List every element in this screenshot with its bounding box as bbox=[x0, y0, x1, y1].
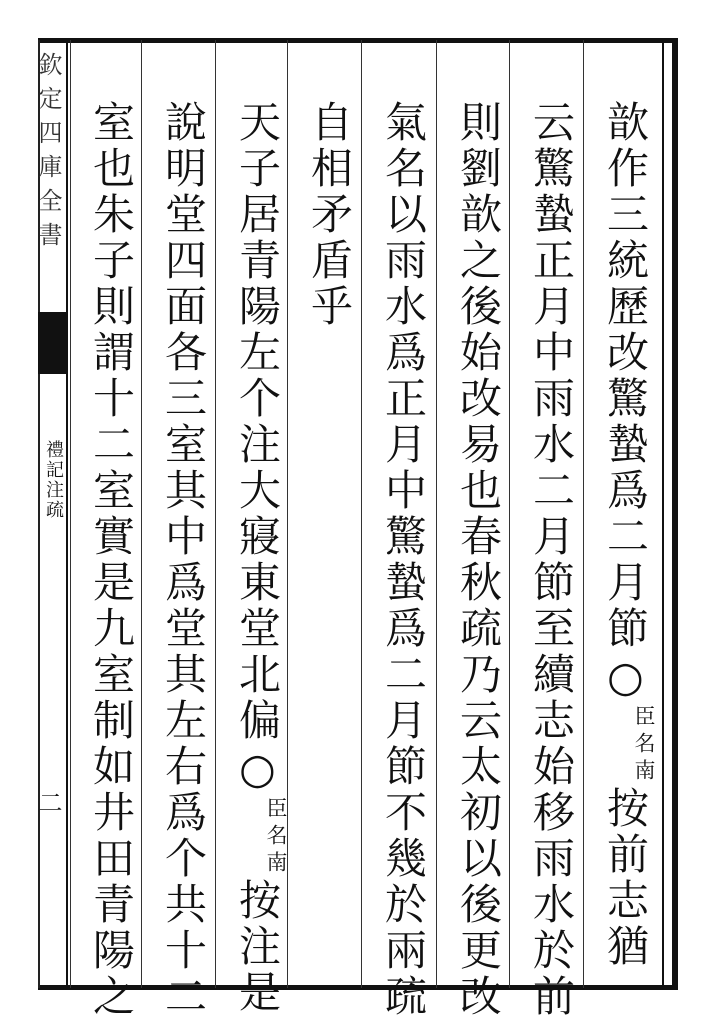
frame-top-border bbox=[38, 38, 678, 43]
edge-title: 欽定四庫全書 bbox=[34, 52, 62, 256]
column-rule bbox=[361, 40, 362, 988]
column-rule bbox=[215, 40, 216, 988]
column-text: 天子居青陽左个注大寢東堂北偏 bbox=[233, 100, 282, 744]
column-text: 云驚蟄正月中雨水二月節至續志始移雨水於前 bbox=[527, 100, 576, 1020]
column-text: 氣名以雨水爲正月中驚蟄爲二月節不幾於兩疏 bbox=[379, 100, 428, 1020]
page-number: 二 bbox=[34, 790, 62, 814]
section-circle-mark: ○ bbox=[233, 744, 282, 797]
column-text: 說明堂四面各三室其中爲堂其左右爲个共十二 bbox=[159, 100, 208, 1020]
column-text: 則劉歆之後始改易也春秋疏乃云太初以後更改 bbox=[454, 100, 503, 1020]
section-title: 禮記注疏 bbox=[43, 440, 64, 520]
column-text: 按前志猶 bbox=[601, 786, 650, 970]
frame-right-border bbox=[672, 38, 678, 990]
text-column-6 bbox=[226, 100, 288, 1016]
text-column-2 bbox=[520, 100, 582, 1020]
frame-right-inner-border bbox=[662, 40, 664, 988]
annotator-note: 臣名南 bbox=[264, 797, 288, 878]
column-text: 歆作三統歷改驚蟄爲二月節 bbox=[601, 100, 650, 652]
column-rule bbox=[436, 40, 437, 988]
text-column-1 bbox=[594, 100, 656, 980]
column-rule bbox=[509, 40, 510, 988]
text-column-3 bbox=[447, 100, 509, 1020]
text-column-7 bbox=[152, 100, 214, 1020]
section-circle-mark: ○ bbox=[601, 652, 650, 705]
column-text: 室也朱子則謂十二室實是九室制如井田青陽之 bbox=[87, 100, 136, 1020]
text-column-8 bbox=[80, 100, 142, 1020]
column-text: 自相矛盾乎 bbox=[305, 100, 354, 330]
column-rule bbox=[583, 40, 584, 988]
column-rule bbox=[70, 40, 71, 988]
text-column-5 bbox=[298, 100, 360, 980]
fish-tail-mark bbox=[38, 312, 68, 374]
text-column-4 bbox=[372, 100, 434, 1020]
margin-inner-rule bbox=[66, 40, 68, 988]
column-text: 按注是 bbox=[233, 878, 282, 1016]
annotator-note: 臣名南 bbox=[632, 705, 656, 786]
